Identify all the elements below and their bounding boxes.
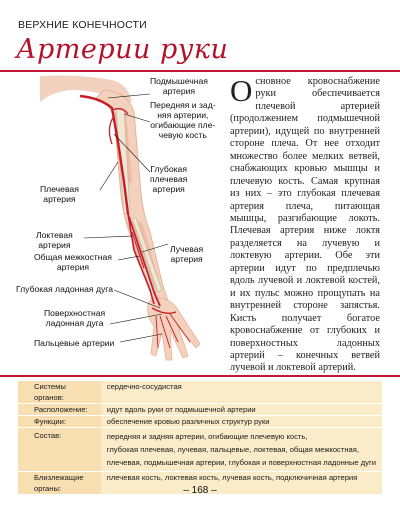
label-brachial-artery: Плечевая артерия [40,184,79,204]
hand-outline [148,298,200,360]
table-rule [0,375,400,377]
body-text [230,73,380,375]
body-paragraph: сновное кровоснабжение руки обеспечивается плечевой артерией (продолжением подмышечной артерии), идущей по внутренней стороне плеча. От нее отходит множество более мелких ветвей, снабжающих кровью мышцы и плечевую кость. Самая крупная из них – это глубокая плечевая артерия плеча, питающая мышцы, разгибающие локоть. Плечевая артерия ниже локтя разделяется на лучевую и локтевую артерии. Обе эти артерии идут по предплечью вдоль лучевой и локтевой костей, и их пульс можно прощупать на внутренней стороне запястья. Кисть получает богатое кровоснабжение от глубоких и поверхностных ладонных артерий – конечных ветвей лучевой и локтевой артерий. [230,76,380,374]
row-value: обеспечение кровью различных структур руки [101,416,382,428]
table-row [18,428,382,472]
label-ulnar-artery: Локтевая артерия [36,230,73,250]
row-label: Расположение: [18,404,101,416]
table-row [18,416,382,428]
info-table [18,381,382,495]
section-label: ВЕРХНИЕ КОНЕЧНОСТИ [18,19,147,31]
row-label: Состав: [18,428,101,472]
table-row [18,381,382,404]
label-deep-brachial-artery: Глубокая плечевая артерия [150,164,188,194]
drop-cap: О [230,73,253,108]
row-label: Близлежащие органы: [18,472,101,495]
row-value: идут вдоль руки от подмышечной артерии [101,404,382,416]
label-radial-artery: Лучевая артерия [170,244,204,264]
row-label: Системы органов: [18,381,101,404]
label-circumflex-arteries: Передняя и зад- няя артерии, огибающие пле- чевую кость [150,100,216,140]
row-value: передняя и задняя артерии, огибающие плечевую кость, глубокая плечевая, лучевая, пальцевые, локтевая, общая межкостная, плечевая, подмышечная артерии, глубокая и поверхностная ладонные дуги [101,428,382,472]
row-label: Функции: [18,416,101,428]
label-interosseous-artery: Общая межкостная артерия [34,252,112,272]
label-deep-palmar-arch: Глубокая ладонная дуга [16,284,113,294]
row-value: плечевая кость, локтевая кость, лучевая кость, подключичная артерия [101,472,382,495]
label-axillary-artery: Подмышечная артерия [150,76,208,96]
label-superficial-palmar-arch: Поверхностная ладонная дуга [44,308,106,328]
table-row [18,404,382,416]
row-value: сердечно-сосудистая [101,381,382,404]
arm-illustration [0,72,224,362]
page-title: Артерии руки [16,34,229,65]
page-number: – 168 – [183,485,217,496]
label-digital-arteries: Пальцевые артерии [34,338,115,348]
